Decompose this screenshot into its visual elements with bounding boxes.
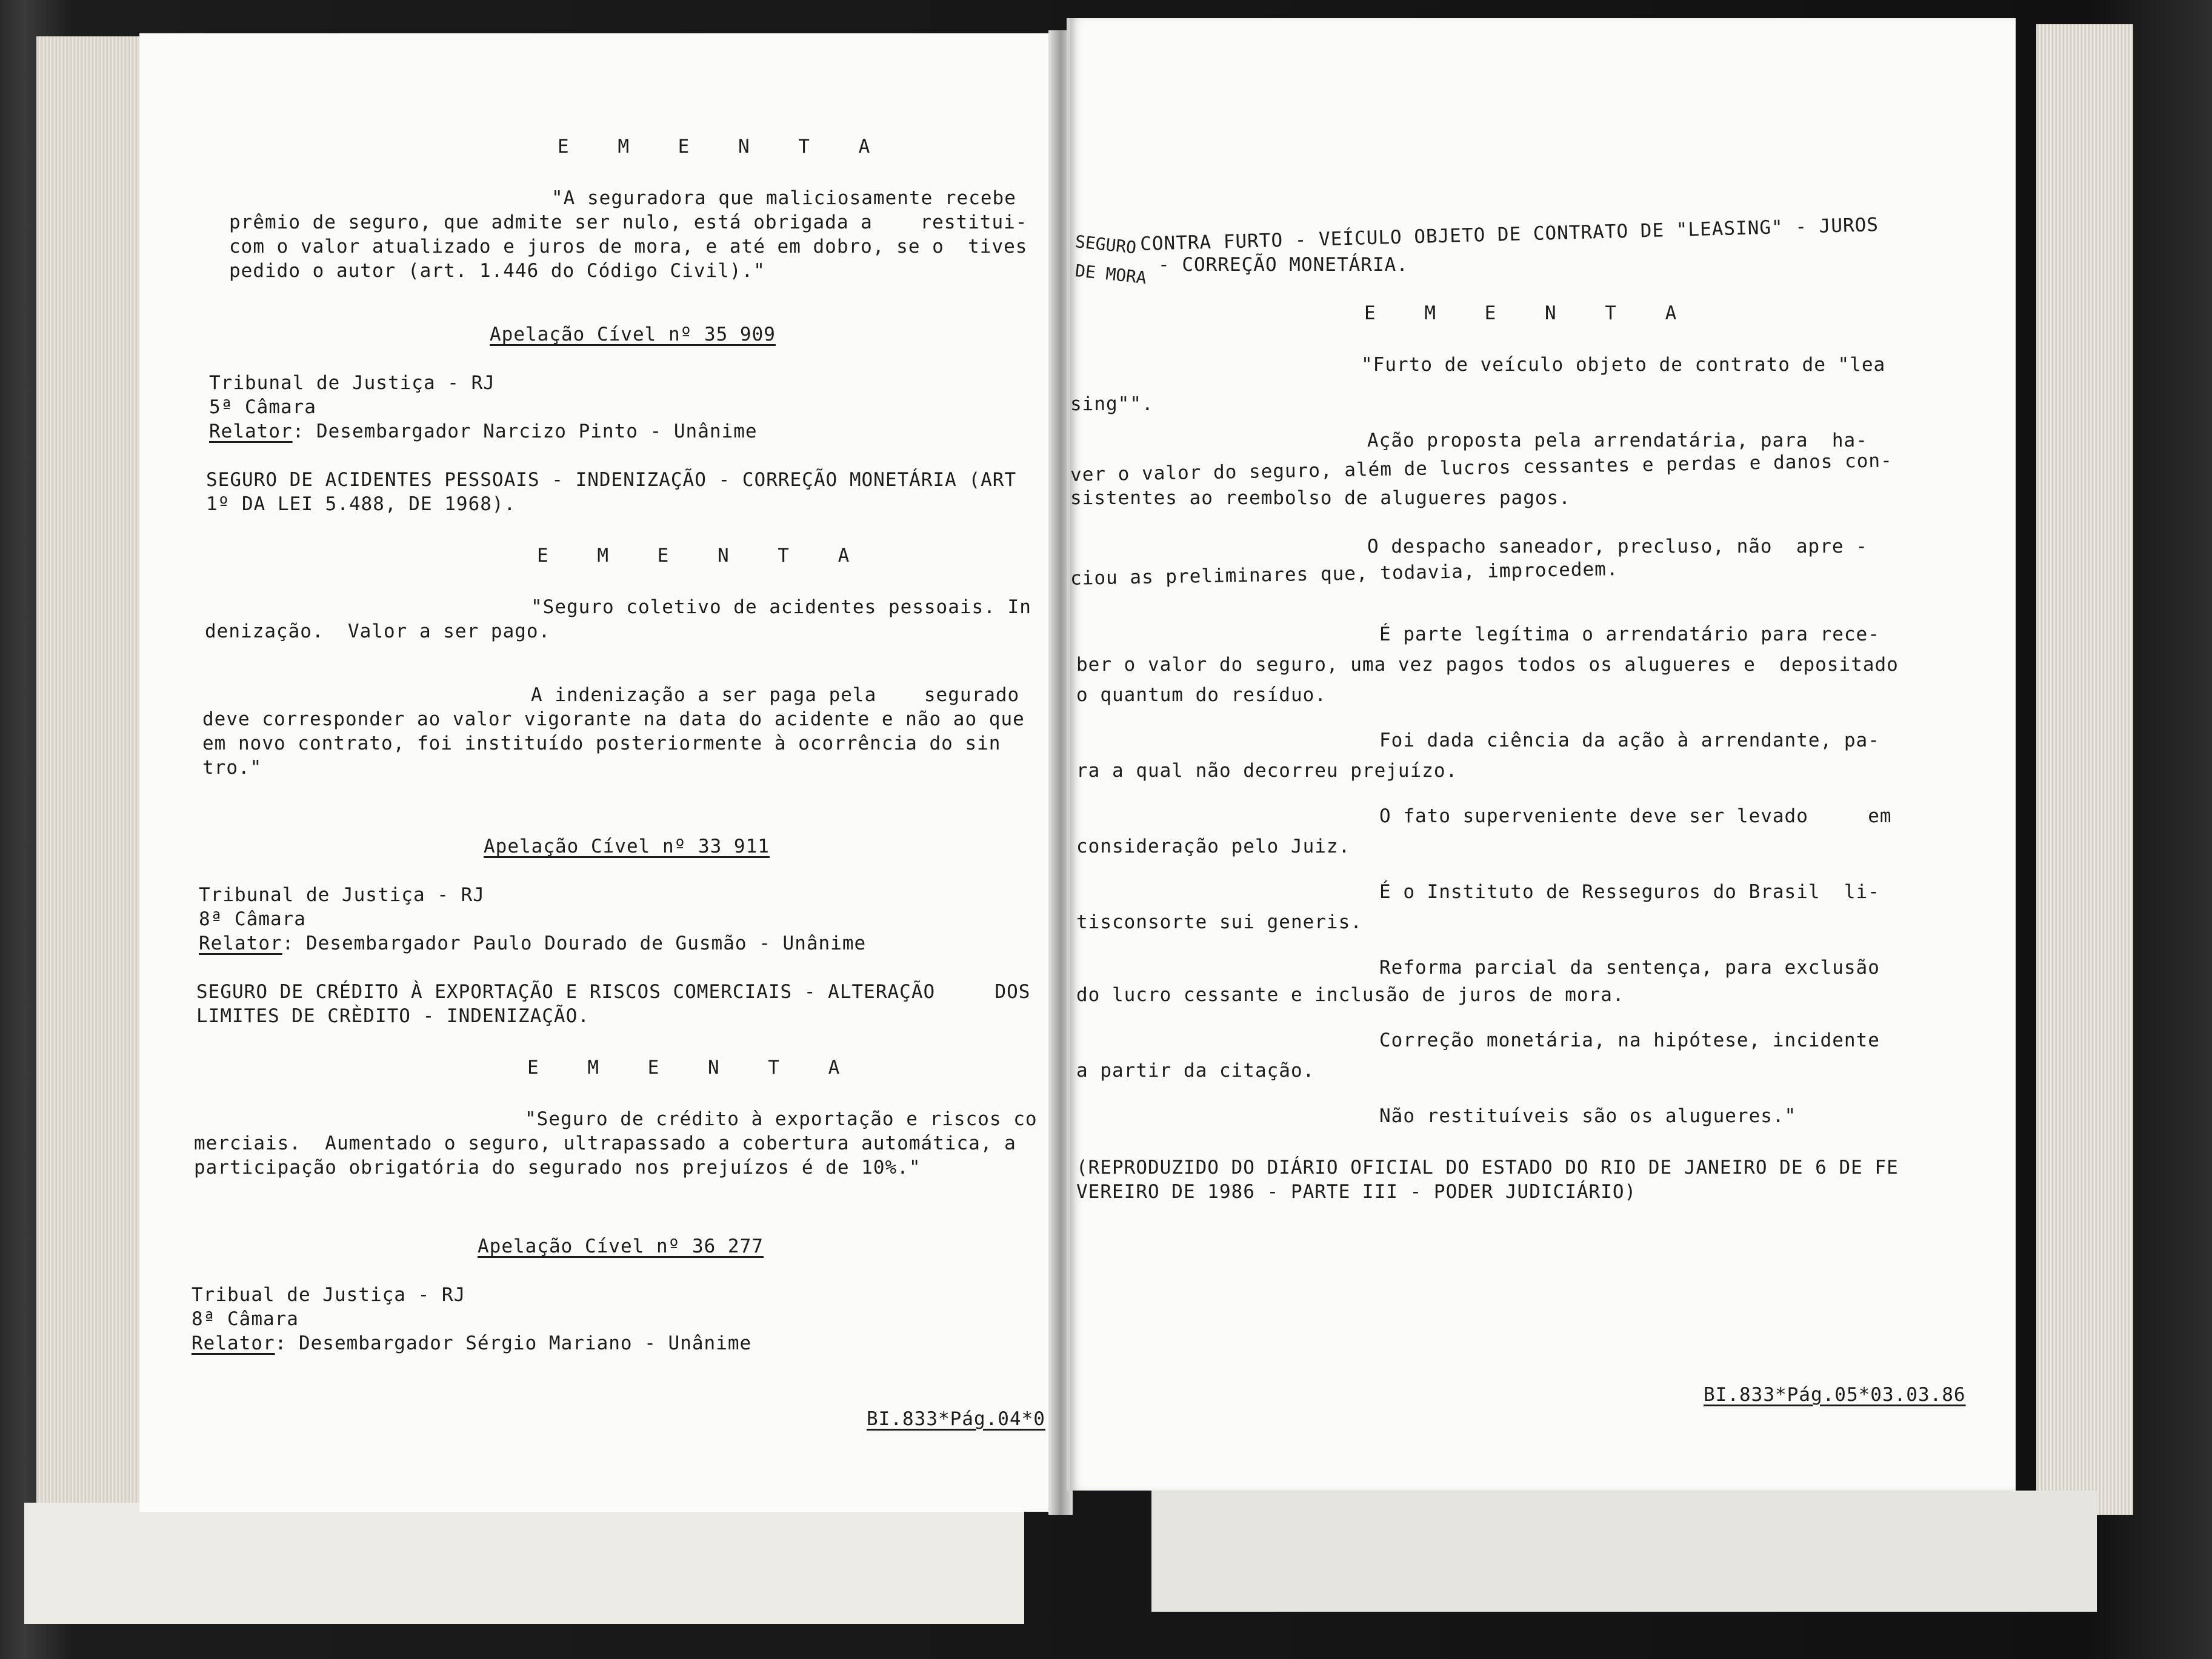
case-title: Apelação Cível nº 33 911 — [484, 836, 770, 857]
left-page-support — [24, 1503, 1024, 1624]
court-name: Tribunal de Justiça - RJ — [209, 372, 495, 394]
ementa-text-line: com o valor atualizado e juros de mora, e até em dobro, se o tives — [229, 236, 1028, 258]
ementa-text-line: "Seguro coletivo de acidentes pessoais. In — [531, 596, 1031, 618]
chamber: 8ª Câmara — [199, 908, 306, 930]
ementa-paragraph-continuation: do lucro cessante e inclusão de juros de mora. — [1076, 984, 1625, 1006]
ementa-paragraph-continuation: consideração pelo Juiz. — [1076, 836, 1351, 857]
ementa-paragraph-first-line: "Furto de veículo objeto de contrato de "lea — [1361, 354, 1886, 376]
ementa-text-line: "A seguradora que maliciosamente recebe — [551, 187, 1016, 209]
ementa-paragraph-continuation: sing"". — [1070, 393, 1154, 415]
ementa-paragraph-continuation: tisconsorte sui generis. — [1076, 911, 1362, 933]
case-title: Apelação Cível nº 36 277 — [478, 1235, 764, 1257]
ementa-paragraph-first-line: O despacho saneador, precluso, não apre - — [1367, 536, 1868, 557]
ementa-text-line: pedido o autor (art. 1.446 do Código Civil)." — [229, 260, 765, 282]
relator-name: : Desembargador Sérgio Mariano - Unânime — [275, 1332, 752, 1354]
ementa-text-line: merciais. Aumentado o seguro, ultrapassado a cobertura automática, a — [194, 1132, 1016, 1154]
ementa-text-line: em novo contrato, foi instituído posteriormente à ocorrência do sin — [202, 733, 1001, 754]
left-page-edges — [36, 36, 152, 1539]
ementa-text-line: "Seguro de crédito à exportação e riscos co — [525, 1108, 1038, 1130]
ementa-paragraph-continuation: ver o valor do seguro, além de lucros cessantes e perdas e danos con- — [1070, 450, 1893, 486]
ementa-paragraph-first-line: Não restituíveis são os alugueres." — [1379, 1105, 1797, 1127]
relator-line — [209, 421, 758, 442]
source-citation: VEREIRO DE 1986 - PARTE III - PODER JUDICIÁRIO) — [1076, 1181, 1637, 1203]
ementa-heading: E M E N T A — [537, 545, 868, 567]
ementa-heading: E M E N T A — [527, 1057, 859, 1079]
ementa-paragraph-continuation: ber o valor do seguro, uma vez pagos todos os alugueres e depositado — [1076, 654, 1899, 676]
ementa-paragraph-continuation: a partir da citação. — [1076, 1060, 1315, 1082]
relator-line — [199, 933, 866, 954]
ementa-paragraph-first-line: O fato superveniente deve ser levado em — [1379, 805, 1892, 827]
right-page-support — [1151, 1491, 2097, 1612]
relator-name: : Desembargador Narcizo Pinto - Unânime — [292, 421, 758, 442]
relator-label: Relator — [199, 933, 282, 954]
subject-line: LIMITES DE CRÈDITO - INDENIZAÇÃO. — [196, 1005, 590, 1027]
ementa-heading: E M E N T A — [558, 136, 889, 158]
subject-margin-fragment: DE MORA — [1074, 261, 1148, 288]
ementa-text-line: A indenização a ser paga pela segurado — [531, 684, 1020, 706]
ementa-paragraph-first-line: É parte legítima o arrendatário para rece- — [1379, 623, 1880, 645]
case-title: Apelação Cível nº 35 909 — [490, 324, 776, 345]
relator-label: Relator — [209, 421, 293, 442]
ementa-text-line: denização. Valor a ser pago. — [205, 620, 551, 642]
ementa-paragraph-continuation: ra a qual não decorreu prejuízo. — [1076, 760, 1458, 782]
ementa-paragraph-first-line: Correção monetária, na hipótese, incidente — [1379, 1029, 1880, 1051]
subject-margin-fragment: SEGURO — [1074, 231, 1138, 258]
ementa-heading: E M E N T A — [1364, 302, 1696, 324]
relator-line — [192, 1333, 751, 1354]
ementa-paragraph-continuation: ciou as preliminares que, todavia, improcedem. — [1070, 558, 1619, 590]
subject-line: SEGURO DE CRÉDITO À EXPORTAÇÃO E RISCOS COMERCIAIS - ALTERAÇÃO DOS — [196, 981, 1031, 1003]
ementa-paragraph-first-line: Reforma parcial da sentença, para exclusão — [1379, 957, 1880, 979]
ementa-text-line: deve corresponder ao valor vigorante na data do acidente e não ao que — [202, 708, 1025, 730]
court-name: Tribunal de Justiça - RJ — [199, 884, 485, 906]
subject-line: - CORREÇÃO MONETÁRIA. — [1158, 254, 1408, 276]
ementa-paragraph-first-line: Foi dada ciência da ação à arrendante, pa- — [1379, 730, 1880, 751]
right-page-edges — [2036, 24, 2133, 1515]
ementa-paragraph-first-line: Ação proposta pela arrendatária, para ha- — [1367, 430, 1868, 451]
relator-label: Relator — [192, 1332, 275, 1354]
ementa-text-line: prêmio de seguro, que admite ser nulo, está obrigada a restitui- — [229, 211, 1028, 233]
ementa-paragraph-continuation: sistentes ao reembolso de alugueres pagos. — [1070, 487, 1571, 509]
ementa-paragraph-first-line: É o Instituto de Resseguros do Brasil li- — [1379, 881, 1880, 903]
chamber: 5ª Câmara — [209, 396, 316, 418]
relator-name: : Desembargador Paulo Dourado de Gusmão - Unânime — [282, 933, 867, 954]
chamber: 8ª Câmara — [192, 1308, 299, 1330]
right-page — [1067, 18, 2016, 1491]
page-footer: BI.833*Pág.05*03.03.86 — [1704, 1384, 1966, 1406]
source-citation: (REPRODUZIDO DO DIÁRIO OFICIAL DO ESTADO DO RIO DE JANEIRO DE 6 DE FE — [1076, 1157, 1899, 1179]
ementa-paragraph-continuation: o quantum do resíduo. — [1076, 684, 1327, 706]
ementa-text-line: participação obrigatória do segurado nos prejuízos é de 10%." — [194, 1157, 921, 1179]
subject-line: 1º DA LEI 5.488, DE 1968). — [206, 493, 516, 515]
left-page — [139, 33, 1061, 1512]
page-footer: BI.833*Pág.04*0 — [867, 1408, 1045, 1430]
subject-line: CONTRA FURTO - VEÍCULO OBJETO DE CONTRATO DE "LEASING" - JUROS — [1139, 214, 1879, 255]
court-name: Tribual de Justiça - RJ — [192, 1284, 466, 1306]
ementa-text-line: tro." — [202, 757, 262, 779]
subject-line: SEGURO DE ACIDENTES PESSOAIS - INDENIZAÇÃO - CORREÇÃO MONETÁRIA (ART — [206, 469, 1017, 491]
